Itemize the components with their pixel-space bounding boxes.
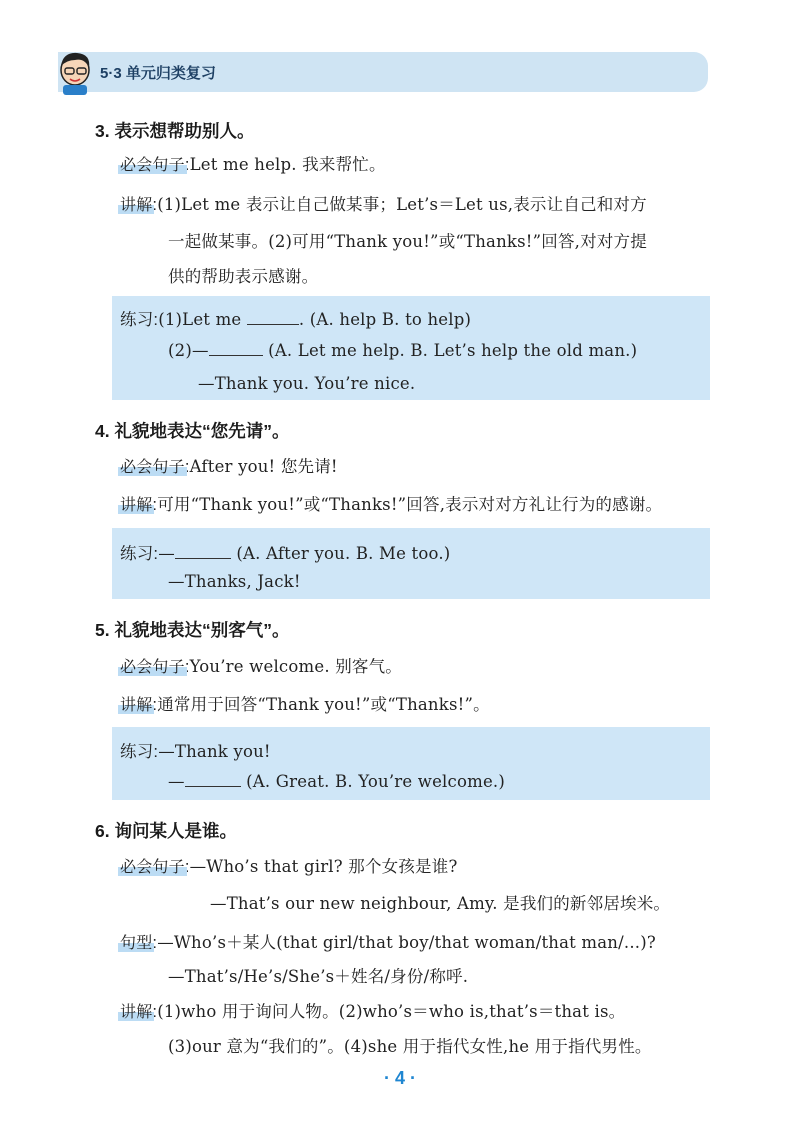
s6-explain-text-2: (3)our 意为“我们的”。(4)she 用于指代女性,he 用于指代男性。 [168,1037,652,1056]
s3-practice-line-1: 练习:(1)Let me . (A. help B. to help) [120,310,472,329]
s6-must-text-2: —That’s our new neighbour, Amy. 是我们的新邻居埃米。 [210,894,671,913]
s3-practice-1a: (1)Let me [158,310,242,329]
practice-label: 练习 [120,545,154,563]
explain-label: 讲解 [120,492,152,515]
s3-practice-line-3: —Thank you. You’re nice. [198,374,416,393]
must-label: 必会句子 [120,654,185,677]
s4-practice-1a: — [158,544,175,563]
s5-practice-2b: (A. Great. B. You’re welcome.) [246,772,505,791]
s3-practice-2a: (2)— [168,341,209,360]
pattern-label: 句型 [120,930,152,953]
answer-blank[interactable] [209,341,263,356]
must-label: 必会句子 [120,152,185,175]
s3-must-line: 必会句子:Let me help. 我来帮忙。 [120,151,386,175]
answer-blank[interactable] [247,310,299,325]
s4-must-text: After you! 您先请! [189,457,338,476]
explain-label: 讲解 [120,192,152,215]
s6-explain-line-1: 讲解:(1)who 用于询问人物。(2)who’s＝who is,that’s＝that is。 [120,998,625,1022]
must-label: 必会句子 [120,454,185,477]
s6-pattern-text-1: —Who’s＋某人(that girl/that boy/that woman/that man/...)? [157,933,656,952]
s3-practice-2b: (A. Let me help. B. Let’s help the old man.) [268,341,638,360]
s4-explain-line: 讲解:可用“Thank you!”或“Thanks!”回答,表示对对方礼让行为的感谢。 [120,491,662,515]
practice-label: 练习 [120,311,154,329]
s5-practice-line-2 [168,772,505,791]
answer-blank[interactable] [185,772,241,787]
s6-must-text-1: —Who’s that girl? 那个女孩是谁? [189,857,458,876]
s3-explain-text-1: (1)Let me 表示让自己做某事；Let’s＝Let us,表示让自己和对方 [157,195,647,214]
section-5-title: 5. 礼貌地表达“别客气”。 [95,620,290,640]
explain-label: 讲解 [120,692,152,715]
s4-practice-1b: (A. After you. B. Me too.) [236,544,451,563]
s3-must-text: Let me help. 我来帮忙。 [189,155,386,174]
s6-pattern-line-1: 句型:—Who’s＋某人(that girl/that boy/that woman/that man/...)? [120,929,656,953]
section-6-title: 6. 询问某人是谁。 [95,821,237,841]
s5-explain-text: 通常用于回答“Thank you!”或“Thanks!”。 [157,695,490,714]
boy-mascot-icon [55,48,95,96]
explain-label: 讲解 [120,999,152,1022]
answer-blank[interactable] [175,544,231,559]
s6-must-line-1: 必会句子:—Who’s that girl? 那个女孩是谁? [120,853,458,877]
page-number: · 4 · [383,1068,416,1088]
s4-practice-line-1: 练习:— (A. After you. B. Me too.) [120,544,451,563]
section-4-title: 4. 礼貌地表达“您先请”。 [95,421,290,441]
s5-practice-line-1: 练习:—Thank you! [120,742,271,761]
s3-explain-line-1: 讲解:(1)Let me 表示让自己做某事；Let’s＝Let us,表示让自己和对方 [120,191,647,215]
s3-practice-1b: . (A. help B. to help) [298,310,472,329]
s3-explain-text-2: 一起做某事。(2)可用“Thank you!”或“Thanks!”回答,对对方提 [168,232,647,251]
s4-explain-text: 可用“Thank you!”或“Thanks!”回答,表示对对方礼让行为的感谢。 [157,495,663,514]
s5-practice-1: —Thank you! [158,742,271,761]
s5-explain-line: 讲解:通常用于回答“Thank you!”或“Thanks!”。 [120,691,490,715]
practice-label: 练习 [120,743,154,761]
s4-must-line: 必会句子:After you! 您先请! [120,453,338,477]
s6-explain-text-1: (1)who 用于询问人物。(2)who’s＝who is,that’s＝that is。 [157,1002,626,1021]
s6-pattern-text-2: —That’s/He’s/She’s＋姓名/身份/称呼. [168,967,469,986]
must-label: 必会句子 [120,854,185,877]
s3-explain-text-3: 供的帮助表示感谢。 [168,267,319,286]
s5-practice-2a: — [168,772,185,791]
s5-must-line: 必会句子:You’re welcome. 别客气。 [120,653,402,677]
section-3-title: 3. 表示想帮助别人。 [95,121,255,141]
s3-practice-line-2 [168,341,637,360]
s4-practice-line-2: —Thanks, Jack! [168,572,301,591]
s5-must-text: You’re welcome. 别客气。 [189,657,403,676]
header-title: 5·3 单元归类复习 [100,65,216,82]
